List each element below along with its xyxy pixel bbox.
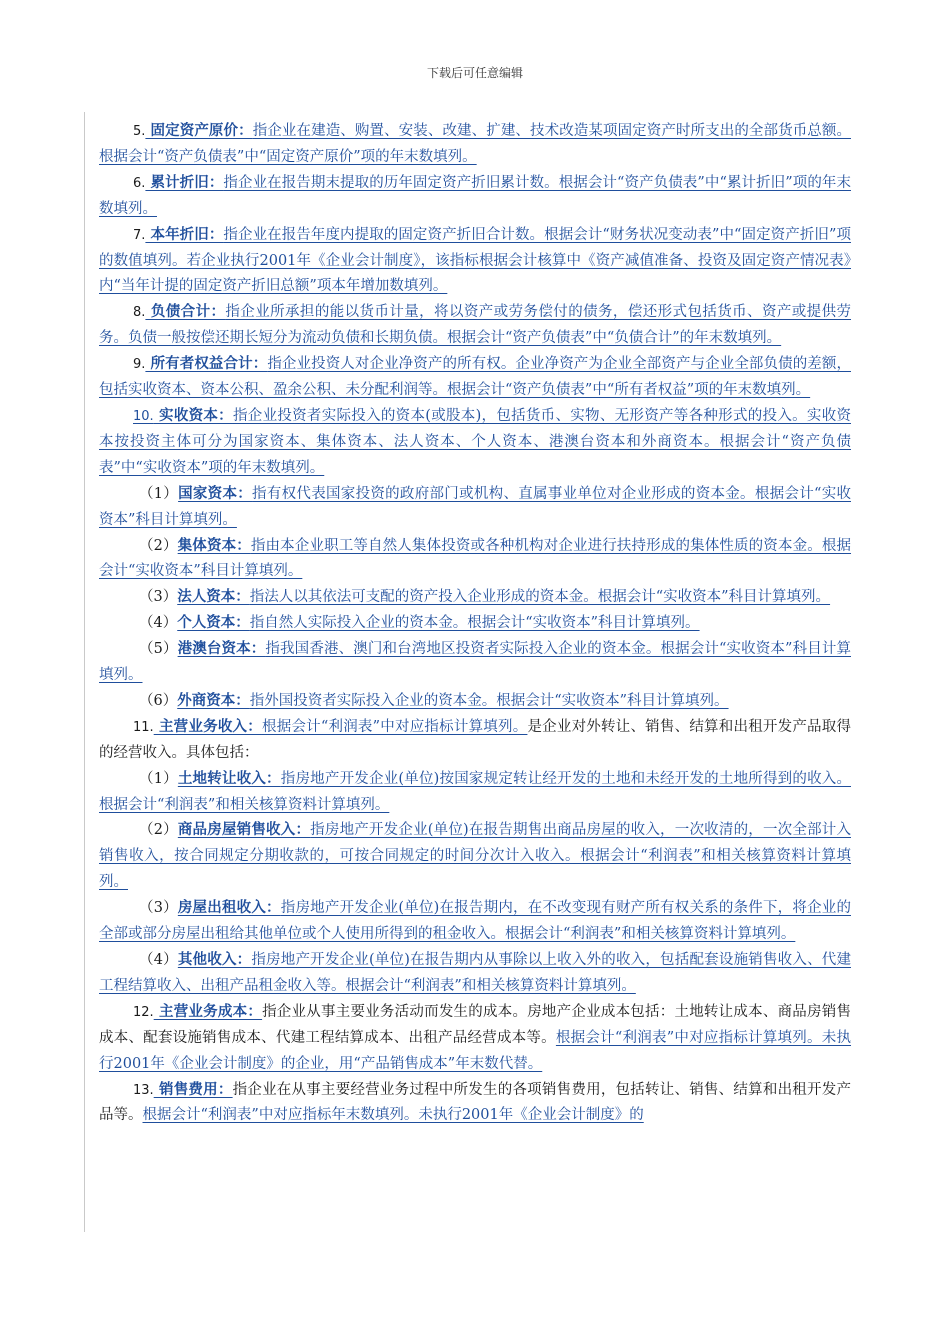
item-link[interactable] bbox=[99, 227, 851, 295]
item-text: 指自然人实际投入企业的资本金。根据会计“实收资本”科目计算填列。 bbox=[249, 615, 700, 632]
item-number: （1） bbox=[139, 770, 178, 787]
paragraph-subitem-1 bbox=[99, 482, 851, 534]
paragraph-subitem-income-2 bbox=[99, 818, 851, 896]
paragraph-subitem-3 bbox=[99, 585, 851, 611]
paragraph-item-9 bbox=[99, 352, 851, 404]
item-term: 法人资本： bbox=[177, 589, 250, 606]
paragraph-item-6 bbox=[99, 171, 851, 223]
item-link[interactable] bbox=[154, 719, 528, 735]
item-number: （3） bbox=[139, 900, 178, 917]
item-term: 土地转让收入： bbox=[177, 770, 281, 787]
item-text: 指企业投资人对企业净资产的所有权。企业净资产为企业全部资产与企业全部负债的差额，包括实收资本、资本公积、盈余公积、未分配利润等。根据会计“资产负债表”中“所有者权益”项的年末数填列。 bbox=[99, 356, 851, 399]
item-link[interactable] bbox=[99, 538, 851, 580]
item-term: 固定资产原价： bbox=[145, 123, 253, 139]
item-link[interactable] bbox=[99, 304, 851, 346]
item-number: 13. bbox=[133, 1082, 154, 1098]
item-plain-text: 指企业在从事主要经营业务过程中所发生的各项销售费用，包括转让、销售、结算和出租开发产品等。 bbox=[99, 1081, 851, 1124]
item-plain-text: 是企业对外转让、销售、结算和出租开发产品取得的经营收入。具体包括： bbox=[99, 718, 851, 761]
item-number: 6. bbox=[133, 175, 146, 191]
item-plain-text: 指企业从事主要业务活动而发生的成本。房地产企业成本包括：土地转让成本、商品房销售成本、配套设施销售成本、代建工程结算成本、出租产品经营成本等。 bbox=[99, 1003, 851, 1046]
item-term: 集体资本： bbox=[177, 537, 251, 554]
item-link[interactable] bbox=[177, 693, 728, 709]
item-term: 其他收入： bbox=[177, 952, 252, 968]
item-text: 指房地产开发企业(单位)按国家规定转让经开发的土地和未经开发的土地所得到的收入。根据会计“利润表”和相关核算资料计算填列。 bbox=[99, 770, 851, 813]
paragraph-subitem-income-1 bbox=[99, 767, 851, 819]
item-term: 主营业务收入： bbox=[153, 718, 262, 735]
item-term: 国家资本： bbox=[178, 485, 253, 502]
item-link[interactable] bbox=[99, 486, 851, 528]
item-text: 指企业在建造、购置、安装、改建、扩建、技术改造某项固定资产时所支出的全部货币总额。根据会计“资产负债表”中“固定资产原价”项的年末数填列。 bbox=[99, 123, 851, 165]
item-link[interactable] bbox=[99, 123, 851, 165]
paragraph-item-12 bbox=[99, 1000, 851, 1078]
item-link[interactable] bbox=[99, 641, 851, 683]
item-number: （2） bbox=[139, 822, 178, 839]
item-text: 指有权代表国家投资的政府部门或机构、直属事业单位对企业形成的资本金。根据会计“实收资本”科目计算填列。 bbox=[99, 485, 851, 528]
item-text: 指企业所承担的能以货币计量，将以资产或劳务偿付的债务，偿还形式包括货币、资产或提供劳务。负债一般按偿还期长短分为流动负债和长期负债。根据会计“资产负债表”中“负债合计”的年末数填列。 bbox=[99, 304, 851, 347]
item-term: 实收资本： bbox=[153, 407, 233, 424]
item-link-text[interactable]: 根据会计“利润表”中对应指标年末数填列。未执行2001年《企业会计制度》的 bbox=[142, 1107, 644, 1124]
item-link[interactable] bbox=[99, 900, 851, 942]
item-text: 指企业在报告年度内提取的固定资产折旧合计数。根据会计“财务状况变动表”中“固定资产折旧”项的数值填列。若企业执行2001年《企业会计制度》，该指标根据会计核算中《资产减值准备、投资及固定资产情况表》内“当年计提的固定资产折旧总额”项本年增加数填列。 bbox=[99, 226, 851, 295]
item-text: 指企业在报告期末提取的历年固定资产折旧累计数。根据会计“资产负债表”中“累计折旧”项的年末数填列。 bbox=[99, 174, 851, 217]
item-term: 所有者权益合计： bbox=[145, 356, 268, 373]
item-term: 商品房屋销售收入： bbox=[177, 822, 311, 839]
paragraph-subitem-4 bbox=[99, 611, 851, 637]
item-number: （6） bbox=[139, 692, 178, 709]
margin-line bbox=[84, 112, 85, 1232]
item-term: 港澳台资本： bbox=[177, 641, 266, 658]
item-link[interactable] bbox=[154, 1004, 262, 1020]
item-number: 12. bbox=[133, 1004, 154, 1020]
item-link[interactable] bbox=[99, 408, 851, 476]
paragraph-subitem-5 bbox=[99, 637, 851, 689]
item-number: 5. bbox=[133, 124, 146, 139]
paragraph-subitem-income-3 bbox=[99, 896, 851, 948]
paragraph-item-5 bbox=[99, 119, 851, 171]
item-text: 指企业投资者实际投入的资本(或股本)，包括货币、实物、无形资产等各种形式的投入。实收资本按投资主体可分为国家资本、集体资本、法人资本、个人资本、港澳台资本和外商资本。根据会计“资产负债表”中“实收资本”项的年末数填列。 bbox=[99, 407, 851, 476]
item-link[interactable] bbox=[99, 771, 851, 813]
item-term: 外商资本： bbox=[177, 692, 250, 709]
item-link[interactable] bbox=[154, 1082, 233, 1098]
item-term: 个人资本： bbox=[177, 615, 250, 632]
item-link[interactable] bbox=[99, 356, 851, 398]
item-number: 11. bbox=[133, 719, 154, 735]
paragraph-item-7 bbox=[99, 223, 851, 301]
item-text: 指房地产开发企业(单位)在报告期内从事除以上收入外的收入，包括配套设施销售收入、代建工程结算收入、出租产品租金收入等。根据会计“利润表”和相关核算资料计算填列。 bbox=[99, 952, 851, 994]
item-number: 9. bbox=[133, 357, 146, 373]
item-link[interactable] bbox=[99, 822, 851, 890]
item-number: （3） bbox=[139, 589, 178, 606]
item-number: （1） bbox=[139, 485, 179, 502]
paragraph-subitem-income-4 bbox=[99, 948, 851, 1000]
item-link[interactable] bbox=[177, 589, 830, 605]
item-term: 本年折旧： bbox=[145, 226, 224, 243]
item-number: （4） bbox=[139, 952, 178, 968]
item-text: 根据会计“利润表”中对应指标计算填列。 bbox=[261, 718, 528, 735]
document-body bbox=[99, 119, 851, 1129]
item-number: （4） bbox=[139, 615, 178, 632]
item-text: 指房地产开发企业(单位)在报告期售出商品房屋的收入，一次收清的，一次全部计入销售收入，按合同规定分期收款的，可按合同规定的时间分次计入收入。根据会计“利润表”和相关核算资料计算填列。 bbox=[99, 822, 851, 891]
item-term: 累计折旧： bbox=[145, 174, 224, 191]
item-term: 销售费用： bbox=[153, 1081, 233, 1098]
item-number: （2） bbox=[139, 537, 178, 554]
item-link-text[interactable]: 根据会计“利润表”中对应指标计算填列。未执行2001年《企业会计制度》的企业，用“产品销售成本”年末数代替。 bbox=[99, 1029, 852, 1072]
item-text: 指由本企业职工等自然人集体投资或各种机构对企业进行扶持形成的集体性质的资本金。根据会计“实收资本”科目计算填列。 bbox=[99, 537, 852, 580]
paragraph-item-10 bbox=[99, 404, 851, 482]
item-number: 10. bbox=[133, 408, 154, 424]
paragraph-subitem-2 bbox=[99, 534, 851, 586]
item-link[interactable] bbox=[177, 615, 699, 631]
item-number: （5） bbox=[139, 641, 178, 658]
item-text: 指法人以其依法可支配的资产投入企业形成的资本金。根据会计“实收资本”科目计算填列。 bbox=[249, 589, 831, 606]
item-text: 指外国投资者实际投入企业的资本金。根据会计“实收资本”科目计算填列。 bbox=[249, 692, 729, 709]
item-term: 负债合计： bbox=[145, 304, 226, 321]
item-term: 房屋出租收入： bbox=[177, 900, 281, 917]
item-term: 主营业务成本： bbox=[153, 1003, 263, 1020]
page-header: 下载后可任意编辑 bbox=[426, 66, 523, 80]
item-link[interactable] bbox=[99, 952, 851, 994]
paragraph-subitem-6 bbox=[99, 689, 851, 715]
item-link[interactable] bbox=[99, 175, 851, 217]
paragraph-item-13 bbox=[99, 1078, 851, 1130]
item-number: 7. bbox=[133, 227, 146, 243]
item-text: 指房地产开发企业(单位)在报告期内，在不改变现有财产所有权关系的条件下，将企业的全部或部分房屋出租给其他单位或个人使用所得到的租金收入。根据会计“利润表”和相关核算资料计算填列。 bbox=[99, 900, 851, 943]
paragraph-item-11 bbox=[99, 715, 851, 767]
item-text: 指我国香港、澳门和台湾地区投资者实际投入企业的资本金。根据会计“实收资本”科目计算填列。 bbox=[99, 641, 851, 684]
item-number: 8. bbox=[133, 305, 146, 321]
paragraph-item-8 bbox=[99, 300, 851, 352]
